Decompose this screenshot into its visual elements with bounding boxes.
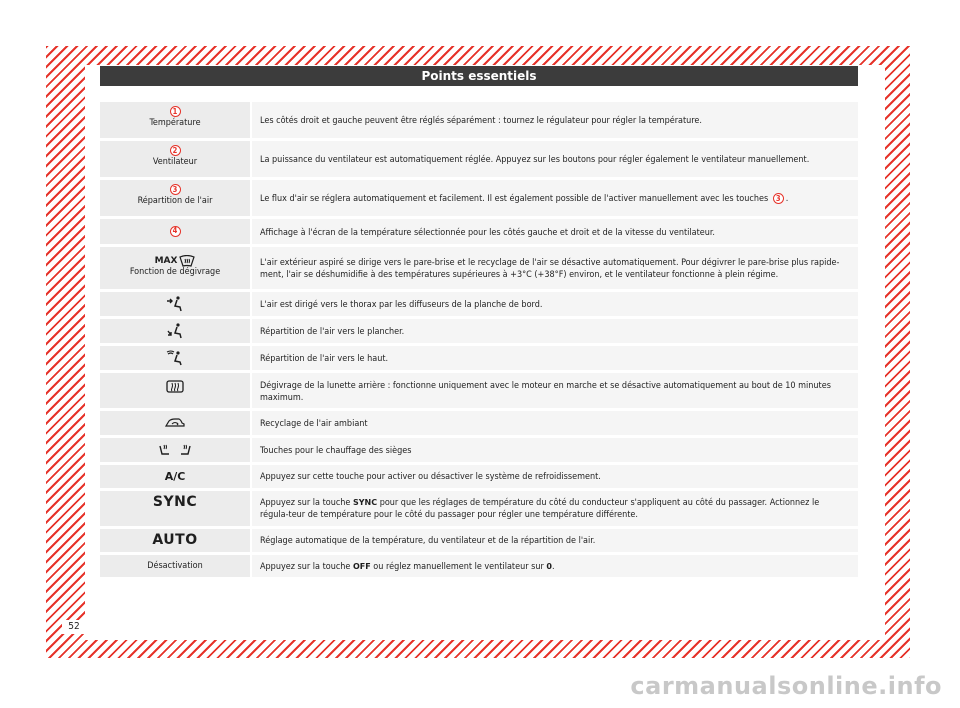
off-key: OFF: [352, 562, 371, 571]
table-row: [100, 555, 858, 580]
row-description: [252, 141, 858, 177]
row-description: [252, 102, 858, 138]
row-text: Les côtés droit et gauche peuvent être réglés séparément : tournez le régulateur pour régler la température.: [260, 116, 702, 126]
row-description: [252, 319, 858, 343]
row-description: [252, 373, 858, 408]
table-row: [100, 141, 858, 180]
row-label: Température: [149, 118, 201, 128]
row-text: Répartition de l'air vers le haut.: [260, 354, 389, 364]
sync-key: SYNC: [352, 498, 378, 507]
callout-number: 4: [170, 226, 181, 237]
table-row: [100, 491, 858, 529]
row-text: Le flux d'air se réglera automatiquement et facilement. Il est également possible de l'activer manuellement avec les touches: [260, 194, 769, 204]
row-text: L'air est dirigé vers le thorax par les diffuseurs de la planche de bord.: [260, 300, 543, 310]
recirculation-icon: [164, 417, 186, 429]
row-label-cell: [100, 319, 252, 343]
auto-symbol: AUTO: [152, 532, 198, 548]
row-text: Appuyez sur cette touche pour activer ou désactiver le système de refroidissement.: [260, 472, 601, 482]
row-label-cell: [100, 491, 252, 526]
row-description: [252, 346, 858, 370]
table-row: [100, 102, 858, 141]
row-text: Touches pour le chauffage des sièges: [260, 446, 412, 456]
row-label-cell: [100, 141, 252, 177]
table-row: [100, 292, 858, 319]
row-label-cell: [100, 180, 252, 216]
row-label-cell: [100, 529, 252, 552]
row-label-cell: [100, 411, 252, 435]
row-label: Désactivation: [147, 560, 203, 571]
air-floor-icon: [166, 323, 184, 339]
row-text: Affichage à l'écran de la température sélectionnée pour les côtés gauche et droit et de la vitesse du ventilateur.: [260, 228, 715, 238]
callout-number: 2: [170, 145, 181, 156]
table-row: [100, 247, 858, 292]
table-row: [100, 180, 858, 219]
table-row: [100, 373, 858, 411]
page-number: 52: [62, 620, 86, 634]
ac-symbol: A/C: [164, 470, 186, 483]
row-text-mid: ou réglez manuellement le ventilateur sur: [373, 562, 544, 572]
row-text: L'air extérieur aspiré se dirige vers le pare-brise et le recyclage de l'air se désactive automatiquement. Pour dégivrer le pare-brise plus rapide-ment, l'air se déshumidifie à des températures supérieures à +3°C (+38°F) environ, et le ventilateur fonctionne à plein régime.: [260, 258, 840, 280]
row-description: [252, 219, 858, 244]
row-text: Appuyez sur la touche: [260, 498, 351, 508]
row-label-cell: [100, 346, 252, 370]
row-description: [252, 465, 858, 488]
table-row: [100, 219, 858, 247]
row-text-end: .: [551, 562, 555, 572]
table-row: [100, 529, 858, 555]
callout-number: 1: [170, 106, 181, 117]
row-label-cell: [100, 555, 252, 577]
sync-symbol: SYNC: [152, 494, 198, 510]
table-row: [100, 438, 858, 465]
row-text: Réglage automatique de la température, du ventilateur et de la répartition de l'air.: [260, 536, 596, 546]
table-row: [100, 346, 858, 373]
table-row: [100, 411, 858, 438]
air-up-icon: [166, 350, 184, 366]
row-text: Recyclage de l'air ambiant: [260, 419, 368, 429]
table-row: [100, 319, 858, 346]
row-text-end: .: [785, 194, 789, 204]
max-defrost-icon: [155, 255, 196, 267]
row-label-cell: [100, 465, 252, 488]
controls-table: [100, 100, 858, 580]
row-description: [252, 555, 858, 577]
row-label-cell: [100, 292, 252, 316]
row-description: [252, 491, 858, 526]
zero-key: 0: [546, 562, 552, 571]
seat-heating-icon: [158, 443, 192, 457]
row-label-cell: [100, 373, 252, 408]
rear-defrost-icon: [166, 380, 184, 394]
watermark: carmanualsonline.info: [630, 672, 942, 700]
row-text: Appuyez sur la touche: [260, 562, 351, 572]
row-text: Dégivrage de la lunette arrière : fonctionne uniquement avec le moteur en marche et se désactive automatiquement au bout de 10 minutes maximum.: [260, 381, 831, 403]
row-description: [252, 438, 858, 462]
row-label-cell: [100, 247, 252, 289]
table-row: [100, 465, 858, 491]
row-description: [252, 180, 858, 216]
row-description: [252, 292, 858, 316]
air-chest-icon: [166, 296, 184, 312]
row-label: Répartition de l'air: [137, 196, 213, 206]
section-title: Points essentiels: [100, 66, 858, 86]
row-description: [252, 247, 858, 289]
row-label: Fonction de dégivrage: [129, 267, 221, 277]
row-text: La puissance du ventilateur est automatiquement réglée. Appuyez sur les boutons pour régler également le ventilateur manuellement.: [260, 155, 810, 165]
row-label-cell: [100, 438, 252, 462]
row-description: [252, 529, 858, 552]
row-text: Répartition de l'air vers le plancher.: [260, 327, 405, 337]
callout-reference: 3: [773, 193, 784, 204]
row-text-end: pour que les réglages de température du côté du conducteur s'appliquent au côté du passager. Actionnez le régula-teur de température pour le côté du passager pour régler une température différente.: [260, 498, 820, 520]
row-label-cell: [100, 219, 252, 244]
max-symbol: MAX: [154, 255, 178, 266]
row-label-cell: [100, 102, 252, 138]
callout-number: 3: [170, 184, 181, 195]
row-description: [252, 411, 858, 435]
row-label: Ventilateur: [152, 157, 198, 167]
